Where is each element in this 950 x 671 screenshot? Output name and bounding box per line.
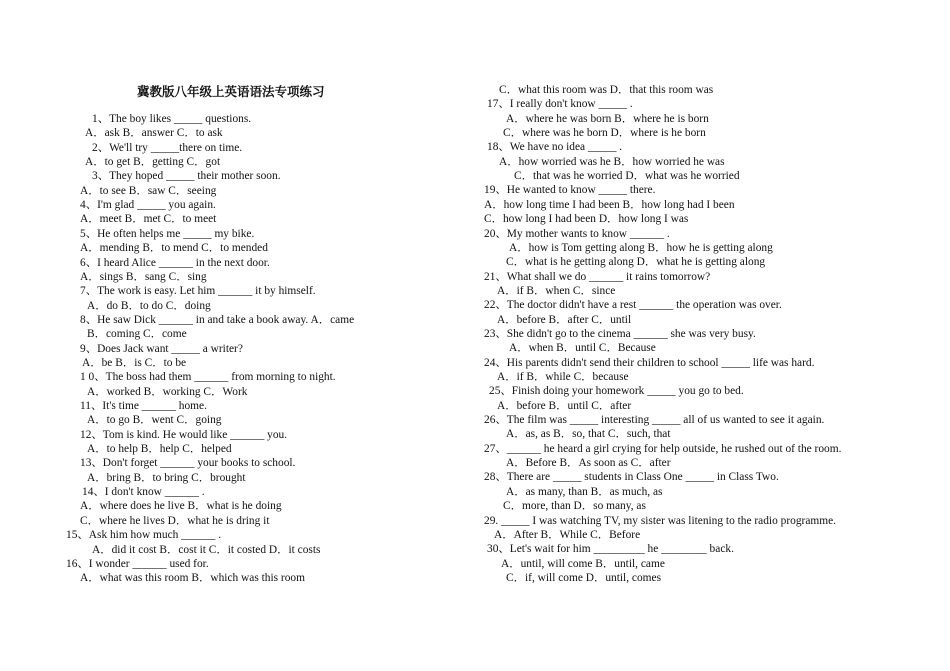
answer-options-line: A．bring B．to bring C．brought bbox=[87, 471, 246, 484]
answer-options-line: A．do B．to do C．doing bbox=[87, 299, 211, 312]
answer-options-line: A．worked B．working C．Work bbox=[87, 385, 248, 398]
answer-options-line: A．where does he live B．what is he doing bbox=[80, 500, 282, 513]
question-line: 21、What shall we do ______ it rains tomorrow? bbox=[484, 270, 711, 283]
answer-options-line: A．After B．While C．Before bbox=[494, 528, 641, 541]
answer-options-line: A．before B．after C．until bbox=[497, 313, 632, 326]
answer-options-line: C．if, will come D．until, comes bbox=[506, 571, 662, 584]
question-line: 4、I'm glad _____ you again. bbox=[80, 199, 216, 212]
question-line: 1 0、The boss had them ______ from morning to night. bbox=[80, 371, 336, 384]
question-line: 22、The doctor didn't have a rest ______ the operation was over. bbox=[484, 299, 782, 312]
answer-options-line: A．what was this room B．which was this room bbox=[80, 572, 305, 585]
question-line: 14、I don't know ______ . bbox=[82, 486, 205, 499]
page-title: 冀教版八年级上英语语法专项练习 bbox=[137, 84, 325, 99]
question-line: 2、We'll try _____there on time. bbox=[92, 141, 243, 154]
answer-options-line: A．how long time I had been B．how long had I been bbox=[484, 198, 735, 211]
answer-options-line: A．as, as B．so, that C．such, that bbox=[506, 428, 671, 441]
question-line: 11、It's time ______ home. bbox=[80, 400, 207, 412]
answer-options-line: C．where was he born D．where is he born bbox=[503, 127, 706, 139]
answer-options-line: C．what is he getting along D．what he is getting along bbox=[506, 256, 766, 269]
question-line: 20、My mother wants to know ______ . bbox=[484, 227, 670, 240]
question-line: 16、I wonder ______ used for. bbox=[66, 557, 209, 570]
question-line: 7、The work is easy. Let him ______ it by himself. bbox=[80, 285, 316, 298]
question-line: 18、We have no idea _____ . bbox=[487, 141, 623, 154]
answer-options-line: A．to see B．saw C．seeing bbox=[80, 184, 217, 197]
question-line: 28、There are _____ students in Class One _____ in Class Two. bbox=[484, 471, 779, 484]
answer-options-line: A．until, will come B．until, came bbox=[501, 557, 665, 570]
question-line: 29. _____ I was watching TV, my sister was litening to the radio programme. bbox=[484, 514, 836, 527]
answer-options-line: A．sings B．sang C．sing bbox=[80, 270, 207, 283]
answer-options-line: A．when B．until C．Because bbox=[509, 342, 656, 355]
question-line: 23、She didn't go to the cinema ______ she was very busy. bbox=[484, 327, 756, 340]
question-line: 3、They hoped _____ their mother soon. bbox=[92, 170, 281, 183]
answer-options-line: C．more, than D．so many, as bbox=[503, 500, 646, 513]
question-line: 1、The boy likes _____ questions. bbox=[92, 113, 252, 125]
answer-options-line: A．meet B．met C．to meet bbox=[80, 213, 217, 226]
answer-options-line: A．to help B．help C．helped bbox=[87, 443, 232, 456]
answer-options-line: A．be B．is C．to be bbox=[82, 356, 187, 369]
answer-options-line: C．how long I had been D．how long I was bbox=[484, 213, 689, 226]
question-line: 25、Finish doing your homework _____ you go to bed. bbox=[489, 385, 744, 398]
answer-options-line: A．did it cost B．cost it C．it costed D．it costs bbox=[92, 543, 321, 556]
question-line: 19、He wanted to know _____ there. bbox=[484, 184, 656, 197]
answer-options-line: A．Before B．As soon as C．after bbox=[506, 457, 671, 470]
question-line: 8、He saw Dick ______ in and take a book away. A．came bbox=[80, 313, 355, 326]
answer-options-line: C．what this room was D．that this room was bbox=[499, 84, 714, 96]
question-line: 6、I heard Alice ______ in the next door. bbox=[80, 256, 270, 269]
answer-options-line: A．if B．when C．since bbox=[497, 284, 616, 297]
answer-options-line: C．where he lives D．what he is dring it bbox=[80, 514, 270, 527]
answer-options-line: A．before B．until C．after bbox=[497, 399, 632, 412]
answer-options-line: A．ask B．answer C．to ask bbox=[85, 127, 223, 140]
question-line: 15、Ask him how much ______ . bbox=[66, 529, 222, 542]
answer-options-line: A．if B．while C．because bbox=[497, 371, 629, 383]
question-line: 5、He often helps me _____ my bike. bbox=[80, 227, 255, 240]
question-line: 12、Tom is kind. He would like ______ you. bbox=[80, 428, 288, 441]
question-line: 17、I really don't know _____ . bbox=[487, 98, 633, 111]
answer-options-line: A．where he was born B．where he is born bbox=[506, 112, 709, 125]
answer-options-line: A．how worried was he B．how worried he was bbox=[499, 155, 725, 168]
answer-options-line: A．mending B．to mend C．to mended bbox=[80, 242, 268, 255]
answer-options-line: B．coming C．come bbox=[87, 328, 187, 341]
answer-options-line: A．as many, than B．as much, as bbox=[506, 485, 663, 498]
answer-options-line: A．how is Tom getting along B．how he is getting along bbox=[509, 241, 773, 254]
question-line: 30、Let's wait for him _________ he ________ back. bbox=[487, 543, 734, 556]
question-line: 24、His parents didn't send their children to school _____ life was hard. bbox=[484, 356, 815, 369]
question-line: 26、The film was _____ interesting _____ all of us wanted to see it again. bbox=[484, 414, 825, 427]
answer-options-line: C．that was he worried D．what was he worried bbox=[514, 170, 740, 183]
answer-options-line: A．to go B．went C．going bbox=[87, 414, 222, 427]
question-line: 27、______ he heard a girl crying for help outside, he rushed out of the room. bbox=[484, 442, 842, 455]
question-line: 13、Don't forget ______ your books to school. bbox=[80, 457, 296, 470]
question-line: 9、Does Jack want _____ a writer? bbox=[80, 342, 243, 355]
answer-options-line: A．to get B．getting C．got bbox=[85, 156, 221, 169]
